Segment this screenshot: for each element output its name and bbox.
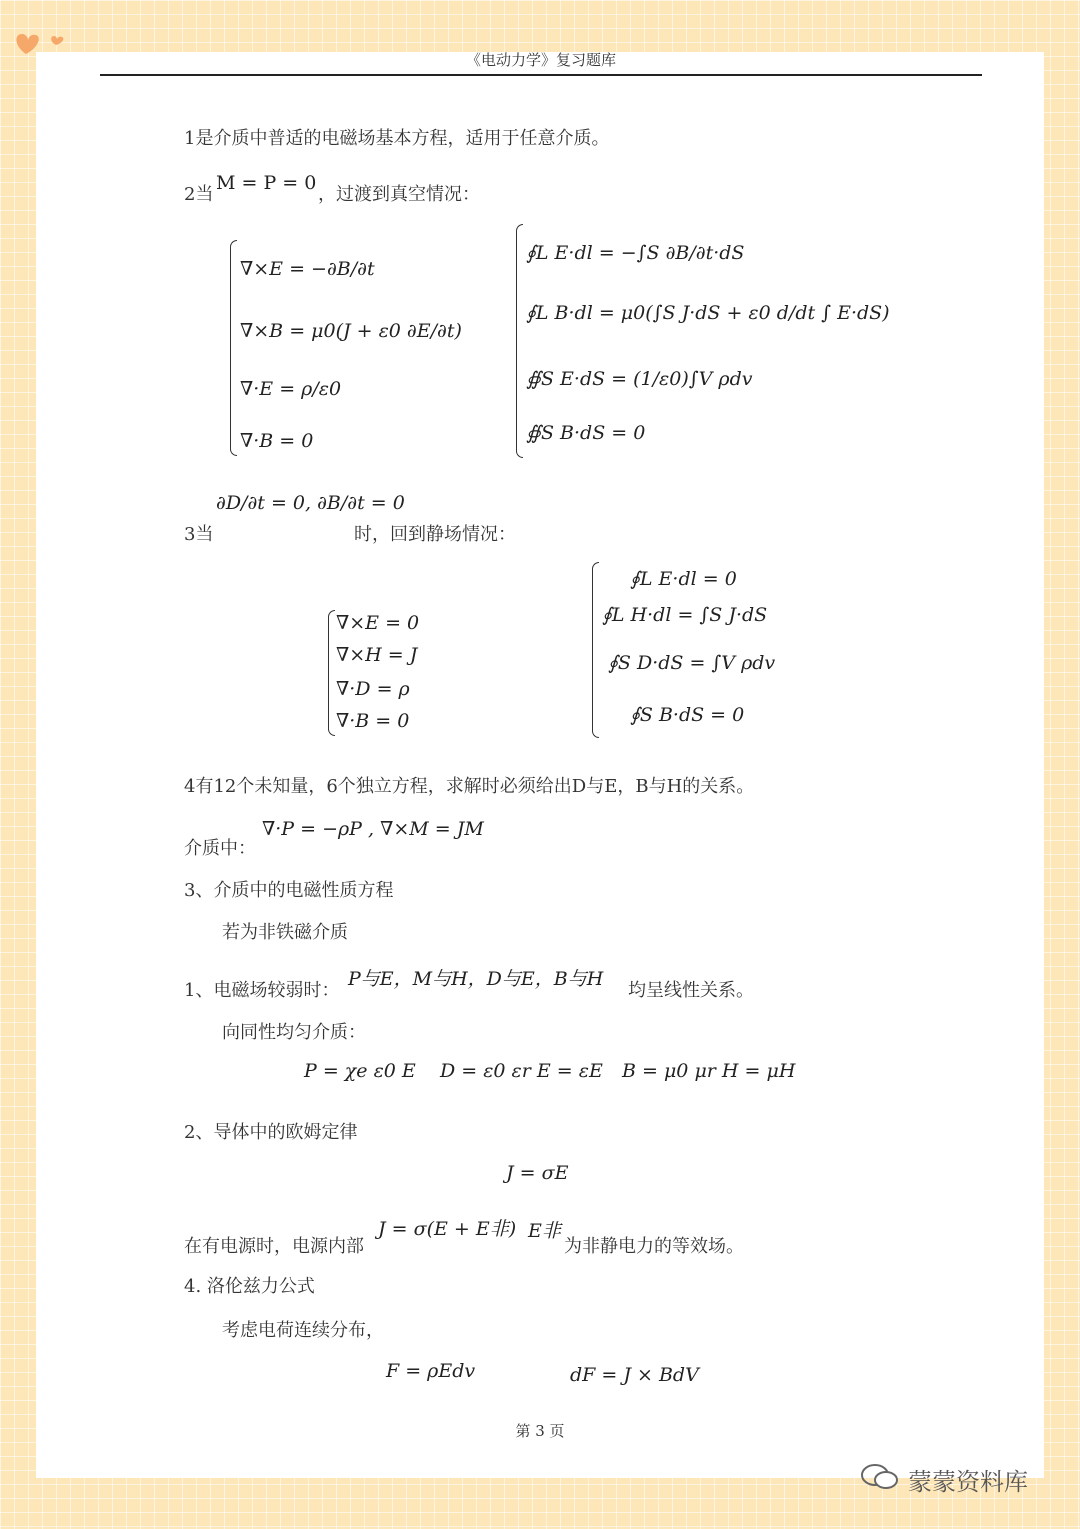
source-field: E非 (528, 1220, 561, 1242)
continuous-distribution: 考虑电荷连续分布， (222, 1320, 384, 1341)
section-3-1-suffix: 均呈线性关系。 (628, 980, 754, 1001)
line-2-prefix: 2当 (184, 184, 214, 205)
static-diff-eq-3: ∇·D = ρ (336, 678, 410, 700)
brace-left (230, 240, 237, 456)
source-suffix: 为非静电力的等效场。 (564, 1236, 744, 1257)
line-4: 4有12个未知量，6个独立方程，求解时必须给出D与E，B与H的关系。 (184, 776, 755, 797)
static-int-eq-2: ∮L H·dl = ∫S J·dS (602, 604, 768, 626)
lorentz-title: 4. 洛伦兹力公式 (184, 1276, 315, 1297)
section-3-1-equation: P与E，M与H，D与E，B与H (348, 968, 604, 990)
source-prefix: 在有电源时，电源内部 (184, 1236, 364, 1257)
section-3-title: 3、介质中的电磁性质方程 (184, 880, 394, 901)
ohm-law-title: 2、导体中的欧姆定律 (184, 1122, 358, 1143)
section-3-1-prefix: 1、电磁场较弱时： (184, 980, 340, 1001)
vacuum-diff-eq-1: ∇×E = −∂B/∂t (240, 258, 375, 280)
static-diff-eq-1: ∇×E = 0 (336, 612, 420, 634)
watermark-text: 蒙蒙资料库 (908, 1468, 1028, 1496)
page-number: 第 3 页 (515, 1422, 565, 1440)
constitutive-eq-1: P = χe ε0 E (304, 1060, 416, 1082)
line-5-equation: ∇·P = −ρP , ∇×M = JM (262, 818, 484, 840)
page-header: 《电动力学》复习题库 (100, 52, 982, 76)
static-int-eq-4: ∮S B·dS = 0 (630, 704, 745, 726)
line-5-prefix: 介质中： (184, 838, 256, 859)
constitutive-eq-2: D = ε0 εr E = εE (440, 1060, 603, 1082)
vacuum-diff-eq-4: ∇·B = 0 (240, 430, 314, 452)
vacuum-int-eq-3: ∯S E·dS = (1/ε0)∫V ρdv (526, 368, 753, 390)
line-2-suffix: ，过渡到真空情况： (318, 184, 480, 205)
lorentz-eq-2: dF = J × BdV (570, 1364, 699, 1386)
section-3-subtitle: 若为非铁磁介质 (222, 922, 348, 943)
line-3-suffix: 时，回到静场情况： (354, 524, 516, 545)
line-3-prefix: 3当 (184, 524, 214, 545)
brace-static-left (328, 610, 335, 736)
vacuum-int-eq-4: ∯S B·dS = 0 (526, 422, 646, 444)
line-1: 1是介质中普适的电磁场基本方程，适用于任意介质。 (184, 128, 610, 149)
lorentz-eq-1: F = ρEdv (386, 1360, 476, 1382)
line-2-equation: M = P = 0 (216, 172, 317, 194)
static-diff-eq-4: ∇·B = 0 (336, 710, 410, 732)
ohm-law-equation: J = σE (506, 1162, 569, 1184)
vacuum-int-eq-1: ∮L E·dl = −∫S ∂B/∂t·dS (526, 242, 745, 264)
vacuum-int-eq-2: ∮L B·dl = μ0(∫S J·dS + ε0 d/dt ∫ E·dS) (526, 302, 890, 324)
constitutive-eq-3: B = μ0 μr H = μH (622, 1060, 796, 1082)
static-condition: ∂D/∂t = 0, ∂B/∂t = 0 (216, 492, 405, 514)
static-diff-eq-2: ∇×H = J (336, 644, 418, 666)
vacuum-diff-eq-3: ∇·E = ρ/ε0 (240, 378, 342, 400)
brace-static-right (592, 562, 599, 738)
document-page (36, 52, 1044, 1478)
wechat-icon (860, 1462, 900, 1492)
static-int-eq-3: ∮S D·dS = ∫V ρdv (608, 652, 776, 674)
source-equation: J = σ(E + E非) (378, 1218, 517, 1240)
brace-right (516, 224, 523, 458)
isotropic-label: 向同性均匀介质： (222, 1022, 366, 1043)
vacuum-diff-eq-2: ∇×B = μ0(J + ε0 ∂E/∂t) (240, 320, 462, 342)
static-int-eq-1: ∮L E·dl = 0 (630, 568, 737, 590)
